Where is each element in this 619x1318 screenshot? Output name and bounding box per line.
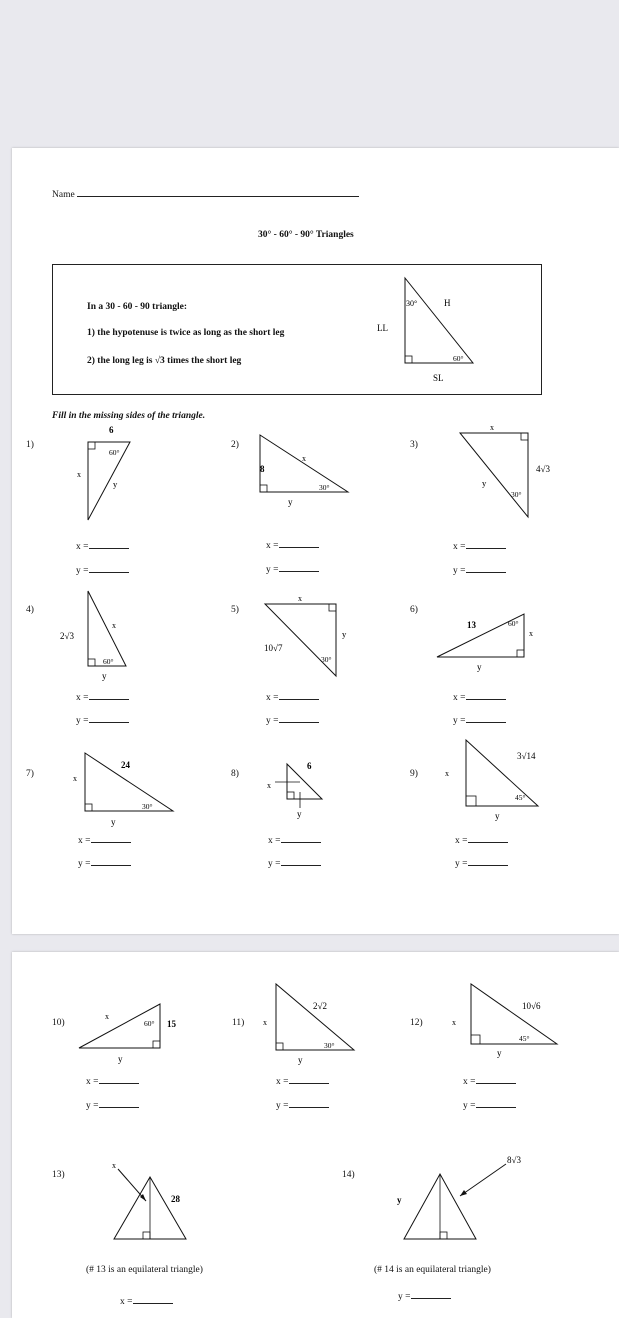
answer-8-x[interactable]: x = — [268, 834, 321, 846]
problem-13-triangle — [100, 1157, 220, 1242]
problem-3-triangle — [442, 420, 572, 520]
rule-hypotenuse: 1) the hypotenuse is twice as long as the short leg — [87, 328, 285, 338]
problem-2-number: 2) — [231, 440, 239, 450]
figure-label: x — [302, 454, 306, 463]
figure-label: 3√14 — [517, 751, 536, 761]
figure-label: y — [497, 1048, 502, 1058]
problem-6-number: 6) — [410, 605, 418, 615]
figure-label: y — [288, 497, 293, 507]
sqrt3-symbol: √3 — [154, 356, 165, 366]
figure-label: x — [529, 629, 533, 638]
answer-4-x[interactable]: x = — [76, 691, 129, 703]
figure-label: y — [342, 629, 347, 639]
figure-label: y — [482, 478, 487, 488]
hyp-label: H — [444, 298, 451, 308]
figure-label: y — [113, 479, 118, 489]
figure-label: 10√6 — [522, 1001, 541, 1011]
answer-1-x[interactable]: x = — [76, 540, 129, 552]
name-line — [52, 186, 359, 200]
answer-10-x[interactable]: x = — [86, 1075, 139, 1087]
reference-triangle — [367, 273, 497, 393]
long-leg-label: LL — [377, 323, 388, 333]
answer-11-y[interactable]: y = — [276, 1099, 329, 1111]
answer-5-x[interactable]: x = — [266, 691, 319, 703]
figure-label: 30° — [319, 483, 330, 492]
worksheet-page-2 — [12, 952, 619, 1318]
figure-label: x — [73, 774, 77, 783]
figure-label: x — [445, 769, 449, 778]
figure-label: 60° — [508, 619, 519, 628]
page-title: 30° - 60° - 90° Triangles — [258, 230, 354, 240]
figure-label: y — [397, 1195, 402, 1205]
figure-label: 6 — [307, 761, 312, 771]
figure-label: x — [267, 781, 271, 790]
problem-14-note: (# 14 is an equilateral triangle) — [374, 1265, 491, 1275]
problem-10-triangle — [74, 1004, 194, 1074]
answer-12-x[interactable]: x = — [463, 1075, 516, 1087]
answer-9-x[interactable]: x = — [455, 834, 508, 846]
figure-label: 13 — [467, 620, 476, 630]
figure-label: 2√3 — [60, 631, 74, 641]
rule-long-leg: 2) the long leg is √3 times the short leg — [87, 356, 242, 366]
problem-4-number: 4) — [26, 605, 34, 615]
answer-3-y[interactable]: y = — [453, 564, 506, 576]
figure-label: 60° — [103, 657, 114, 666]
answer-9-y[interactable]: y = — [455, 857, 508, 869]
answer-14-y[interactable]: y = — [398, 1290, 451, 1302]
worksheet-page-1 — [12, 148, 619, 934]
figure-label: 30° — [511, 490, 522, 499]
instructions: Fill in the missing sides of the triangle. — [52, 411, 206, 421]
figure-label: y — [118, 1054, 123, 1064]
problem-1-number: 1) — [26, 440, 34, 450]
problem-10-number: 10) — [52, 1018, 65, 1028]
figure-label: x — [112, 621, 116, 630]
answer-12-y[interactable]: y = — [463, 1099, 516, 1111]
figure-label: 30° — [324, 1041, 335, 1050]
answer-6-x[interactable]: x = — [453, 691, 506, 703]
figure-label: 45° — [519, 1034, 530, 1043]
figure-label: 28 — [171, 1194, 180, 1204]
problem-2-triangle — [242, 424, 362, 514]
answer-2-y[interactable]: y = — [266, 563, 319, 575]
problem-9-number: 9) — [410, 769, 418, 779]
problem-8-triangle — [260, 758, 340, 823]
figure-label: 15 — [167, 1019, 176, 1029]
problem-5-number: 5) — [231, 605, 239, 615]
answer-7-y[interactable]: y = — [78, 857, 131, 869]
figure-label: x — [105, 1012, 109, 1021]
answer-8-y[interactable]: y = — [268, 857, 321, 869]
rules-intro: In a 30 - 60 - 90 triangle: — [87, 302, 188, 312]
problem-3-number: 3) — [410, 440, 418, 450]
angle-60-label: 60° — [453, 354, 464, 363]
problem-14-triangle — [392, 1152, 542, 1242]
figure-label: 60° — [144, 1019, 155, 1028]
problem-8-number: 8) — [231, 769, 239, 779]
figure-label: 4√3 — [536, 464, 550, 474]
problem-1-triangle — [72, 424, 152, 524]
problem-13-number: 13) — [52, 1170, 65, 1180]
figure-label: 60° — [109, 448, 120, 457]
problem-11-number: 11) — [232, 1018, 245, 1028]
answer-4-y[interactable]: y = — [76, 714, 129, 726]
problem-4-triangle — [56, 588, 146, 688]
problem-5-triangle — [260, 590, 370, 685]
problem-6-triangle — [432, 606, 572, 681]
figure-label: x — [452, 1018, 456, 1027]
problem-7-triangle — [69, 753, 189, 833]
answer-10-y[interactable]: y = — [86, 1099, 139, 1111]
answer-11-x[interactable]: x = — [276, 1075, 329, 1087]
figure-label: 10√7 — [264, 643, 283, 653]
answer-7-x[interactable]: x = — [78, 834, 131, 846]
short-leg-label: SL — [433, 373, 444, 383]
figure-label: 8√3 — [507, 1155, 521, 1165]
answer-3-x[interactable]: x = — [453, 540, 506, 552]
figure-label: x — [490, 423, 494, 432]
figure-label: y — [111, 817, 116, 827]
figure-label: y — [102, 671, 107, 681]
problem-13-note: (# 13 is an equilateral triangle) — [86, 1265, 203, 1275]
problem-14-number: 14) — [342, 1170, 355, 1180]
figure-label: 6 — [109, 425, 114, 435]
name-label: Name — [52, 190, 75, 200]
answer-13-x[interactable]: x = — [120, 1295, 173, 1307]
angle-30-label: 30° — [406, 299, 418, 308]
figure-label: 8 — [260, 464, 265, 474]
figure-label: 45° — [515, 793, 526, 802]
figure-label: 24 — [121, 760, 130, 770]
figure-label: x — [298, 594, 302, 603]
figure-label: x — [263, 1018, 267, 1027]
problem-12-triangle — [442, 984, 572, 1064]
answer-2-x[interactable]: x = — [266, 539, 319, 551]
answer-1-y[interactable]: y = — [76, 564, 129, 576]
problem-9-triangle — [442, 740, 572, 830]
figure-label: 30° — [321, 655, 332, 664]
figure-label: y — [297, 809, 302, 819]
figure-label: y — [495, 811, 500, 821]
answer-6-y[interactable]: y = — [453, 714, 506, 726]
name-blank — [77, 186, 359, 197]
problem-12-number: 12) — [410, 1018, 423, 1028]
problem-11-triangle — [260, 984, 380, 1069]
figure-label: y — [298, 1055, 303, 1065]
answer-5-y[interactable]: y = — [266, 714, 319, 726]
figure-label: 30° — [142, 802, 153, 811]
problem-7-number: 7) — [26, 769, 34, 779]
figure-label: 2√2 — [313, 1001, 327, 1011]
figure-label: x — [112, 1161, 116, 1170]
figure-label: x — [77, 470, 81, 479]
figure-label: y — [477, 662, 482, 672]
